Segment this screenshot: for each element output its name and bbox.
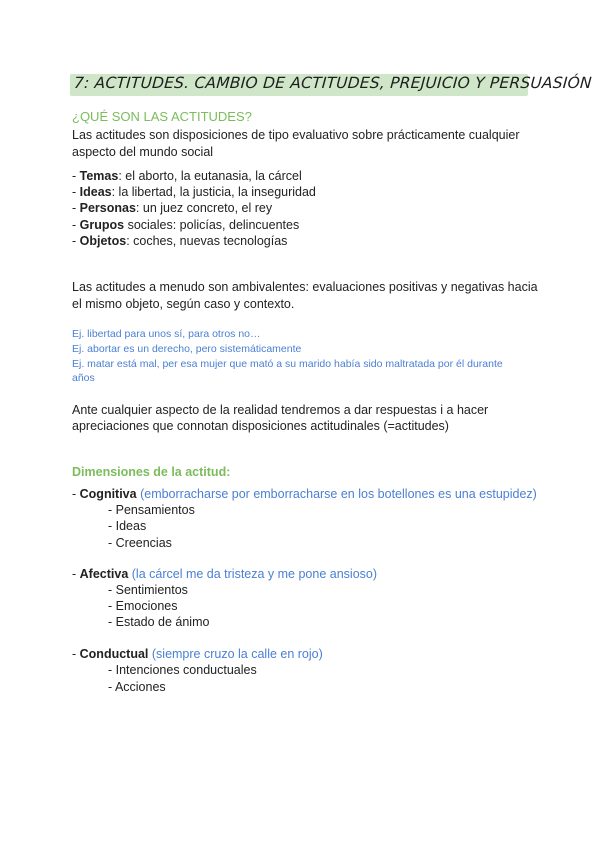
list-item: [72, 168, 302, 185]
list-item: [72, 217, 299, 234]
dimension-subitem: - Acciones: [108, 680, 166, 694]
example-note: Ej. matar está mal, per esa mujer que mató a su marido había sido maltratada por él durante: [72, 358, 503, 370]
dimension-name: Conductual: [79, 647, 149, 661]
list-item: [72, 200, 272, 217]
intro-line-1: Las actitudes son disposiciones de tipo evaluativo sobre prácticamente cualquier: [72, 128, 520, 142]
dimension-dash: -: [72, 647, 80, 661]
closing-line-2: apreciaciones que connotan disposiciones actitudinales (=actitudes): [72, 419, 449, 433]
list-text: sociales: policías, delincuentes: [124, 218, 300, 232]
dimension-dash: -: [72, 567, 80, 581]
dimension-example: (la cárcel me da tristeza y me pone ansioso): [131, 567, 378, 581]
page-title: 7: ACTITUDES. CAMBIO DE ACTITUDES, PREJUICIO Y PERSUASIÓN: [73, 74, 593, 92]
section-heading-actitudes: ¿QUÉ SON LAS ACTITUDES?: [72, 109, 252, 124]
dimension-subitem: - Ideas: [108, 519, 147, 533]
example-note: Ej. libertad para unos sí, para otros no…: [72, 328, 261, 340]
list-dash: -: [72, 234, 80, 248]
list-dash: -: [72, 201, 80, 215]
list-text: : coches, nuevas tecnologías: [126, 234, 288, 248]
list-term: Temas: [79, 169, 119, 183]
list-dash: -: [72, 169, 80, 183]
dimension-cognitiva: [72, 486, 537, 503]
example-note: Ej. abortar es un derecho, pero sistemáticamente: [72, 343, 302, 355]
intro-line-2: aspecto del mundo social: [72, 145, 214, 159]
dimension-subitem: - Intenciones conductuales: [108, 663, 257, 677]
list-text: : el aborto, la eutanasia, la cárcel: [118, 169, 302, 183]
closing-line-1: Ante cualquier aspecto de la realidad tendremos a dar respuestas i a hacer: [72, 403, 489, 417]
list-item: [72, 184, 316, 201]
list-dash: -: [72, 218, 80, 232]
list-term: Grupos: [79, 218, 125, 232]
dimension-name: Cognitiva: [79, 487, 137, 501]
list-term: Ideas: [79, 185, 112, 199]
list-text: : la libertad, la justicia, la inseguridad: [111, 185, 316, 199]
list-text: : un juez concreto, el rey: [135, 201, 273, 215]
title-block: [70, 70, 593, 98]
list-term: Personas: [79, 201, 136, 215]
dimension-subitem: - Creencias: [108, 536, 172, 550]
dimension-afectiva: [72, 566, 377, 583]
section-heading-dimensiones: Dimensiones de la actitud:: [72, 465, 231, 479]
dimension-subitem: - Emociones: [108, 599, 178, 613]
list-term: Objetos: [79, 234, 127, 248]
dimension-conductual: [72, 646, 323, 663]
example-note: años: [72, 372, 95, 384]
ambivalence-line-2: el mismo objeto, según caso y contexto.: [72, 297, 295, 311]
dimension-subitem: - Sentimientos: [108, 583, 188, 597]
list-item: [72, 233, 287, 250]
dimension-subitem: - Pensamientos: [108, 503, 195, 517]
dimension-subitem: - Estado de ánimo: [108, 615, 210, 629]
list-dash: -: [72, 185, 80, 199]
dimension-example: (emborracharse por emborracharse en los botellones es una estupidez): [140, 487, 537, 501]
dimension-example: (siempre cruzo la calle en rojo): [151, 647, 323, 661]
ambivalence-line-1: Las actitudes a menudo son ambivalentes: evaluaciones positivas y negativas hacia: [72, 280, 538, 294]
dimension-name: Afectiva: [79, 567, 129, 581]
dimension-dash: -: [72, 487, 80, 501]
